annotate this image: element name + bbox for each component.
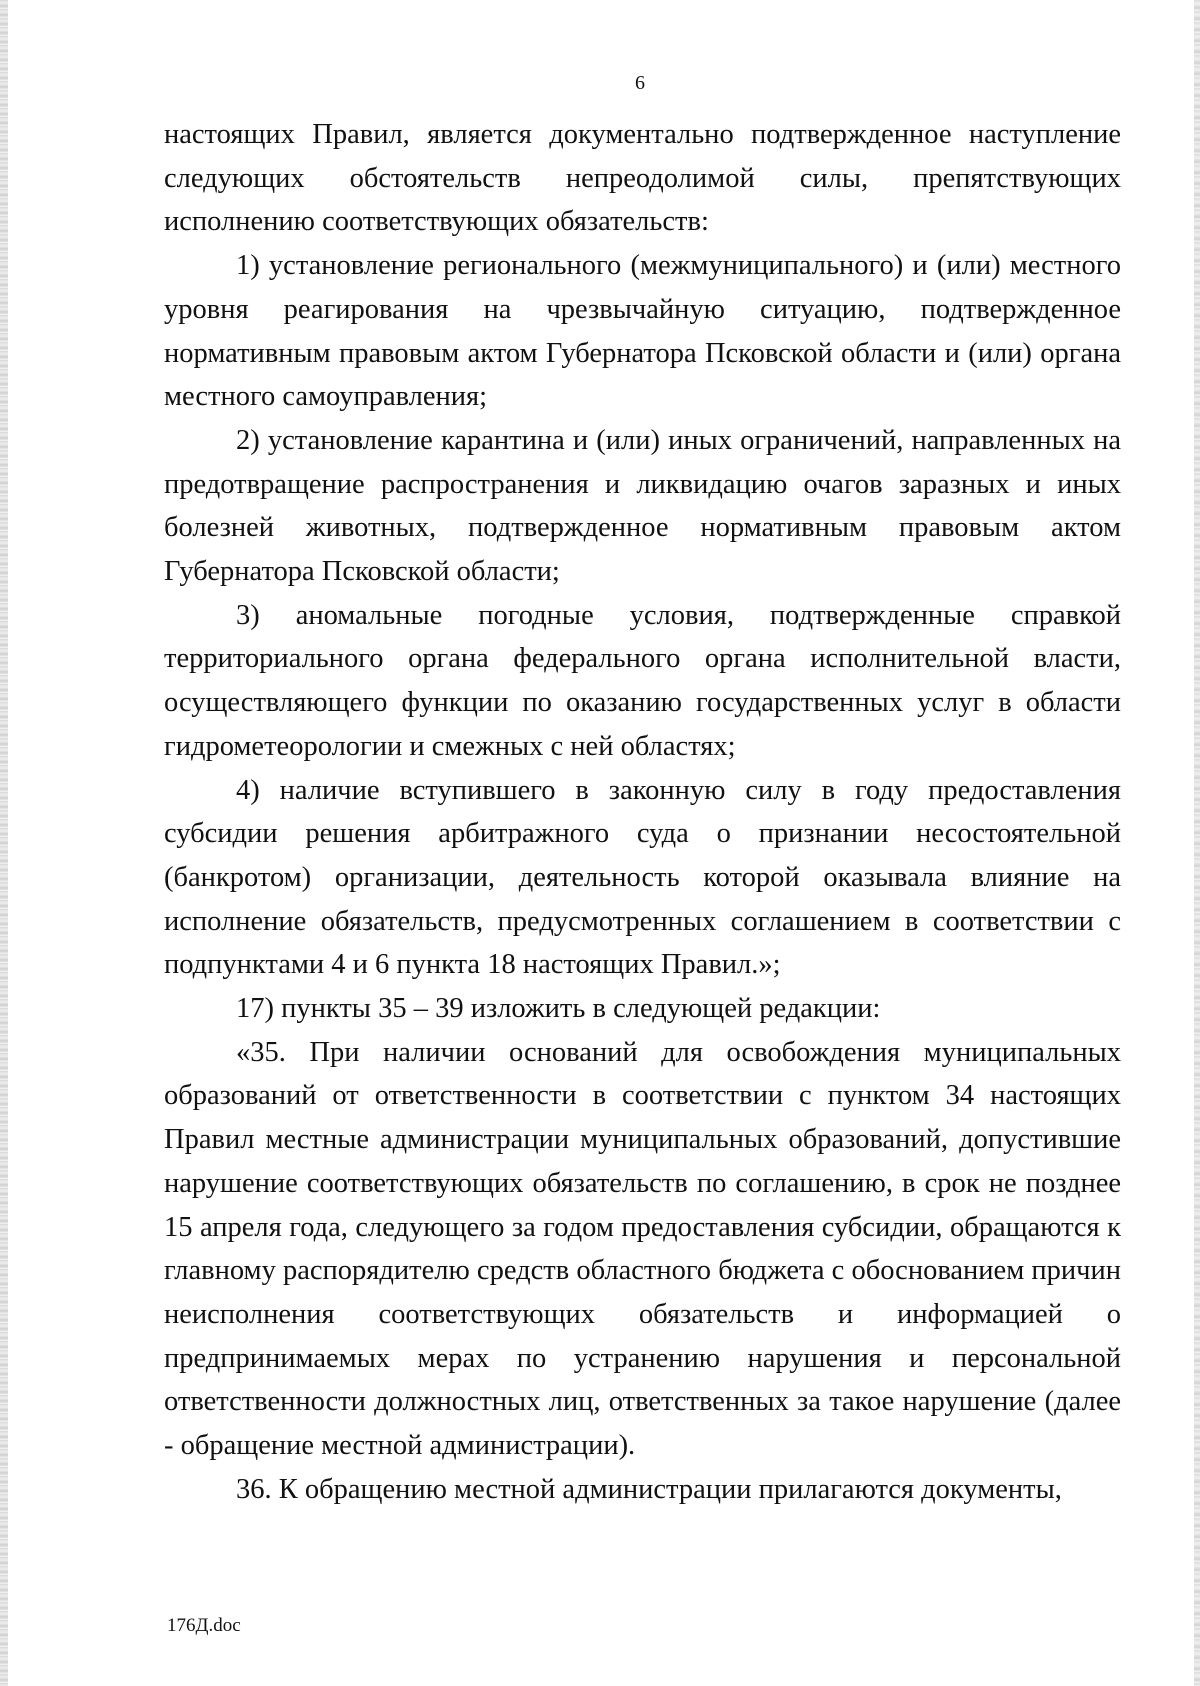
paragraph-item-2: 2) установление карантина и (или) иных ограничений, направленных на предотвращение распространения и ликвидацию очагов заразных и иных болезней животных, подтвержденное нормативным правовым актом Губернатора Псковской области; xyxy=(164,424,1121,588)
paragraph-clause-35: «35. При наличии оснований для освобождения муниципальных образований от ответственности в соответствии с пунктом 34 настоящих Правил местные администрации муниципальных образований, допустившие нарушение соответствующих обязательств по соглашению, в срок не позднее 15 апреля года, следующего за годом предоставления субсидии, обращаются к главному распорядителю средств областного бюджета с обоснованием причин неисполнения соответствующих обязательств и информацией о предпринимаемых мерах по устранению нарушения и персональной ответственности должностных лиц, ответственных за такое нарушение (далее - обращение местной администрации). xyxy=(164,1036,1121,1462)
page-number: 6 xyxy=(635,72,645,94)
paragraph-item-3: 3) аномальные погодные условия, подтвержденные справкой территориального органа федерального органа исполнительной власти, осуществляющего функции по оказанию государственных услуг в области гидрометеорологии и смежных с ней областях; xyxy=(164,599,1121,762)
paragraph-item-17: 17) пункты 35 – 39 изложить в следующей редакции: xyxy=(236,993,881,1025)
scan-edge-right xyxy=(1194,0,1200,1686)
paragraph-clause-36: 36. К обращению местной администрации прилагаются документы, xyxy=(236,1473,1062,1505)
document-body xyxy=(164,113,1121,1512)
paragraph-item-1: 1) установление регионального (межмуниципального) и (или) местного уровня реагирования на чрезвычайную ситуацию, подтвержденное нормативным правовым актом Губернатора Псковской области и (или) органа местного самоуправления; xyxy=(164,250,1121,413)
paragraph-item-4: 4) наличие вступившего в законную силу в году предоставления субсидии решения арбитражного суда о признании несостоятельной (банкротом) организации, деятельность которой оказывала влияние на исполнение обязательств, предусмотренных соглашением в соответствии с подпунктами 4 и 6 пункта 18 настоящих Правил.»; xyxy=(164,774,1121,981)
paragraph-continuation: настоящих Правил, является документально подтвержденное наступление следующих обстоятельств непреодолимой силы, препятствующих исполнению соответствующих обязательств: xyxy=(164,119,1121,238)
scan-edge-left xyxy=(0,0,8,1686)
footer-filename: 176Д.doc xyxy=(167,1615,241,1636)
